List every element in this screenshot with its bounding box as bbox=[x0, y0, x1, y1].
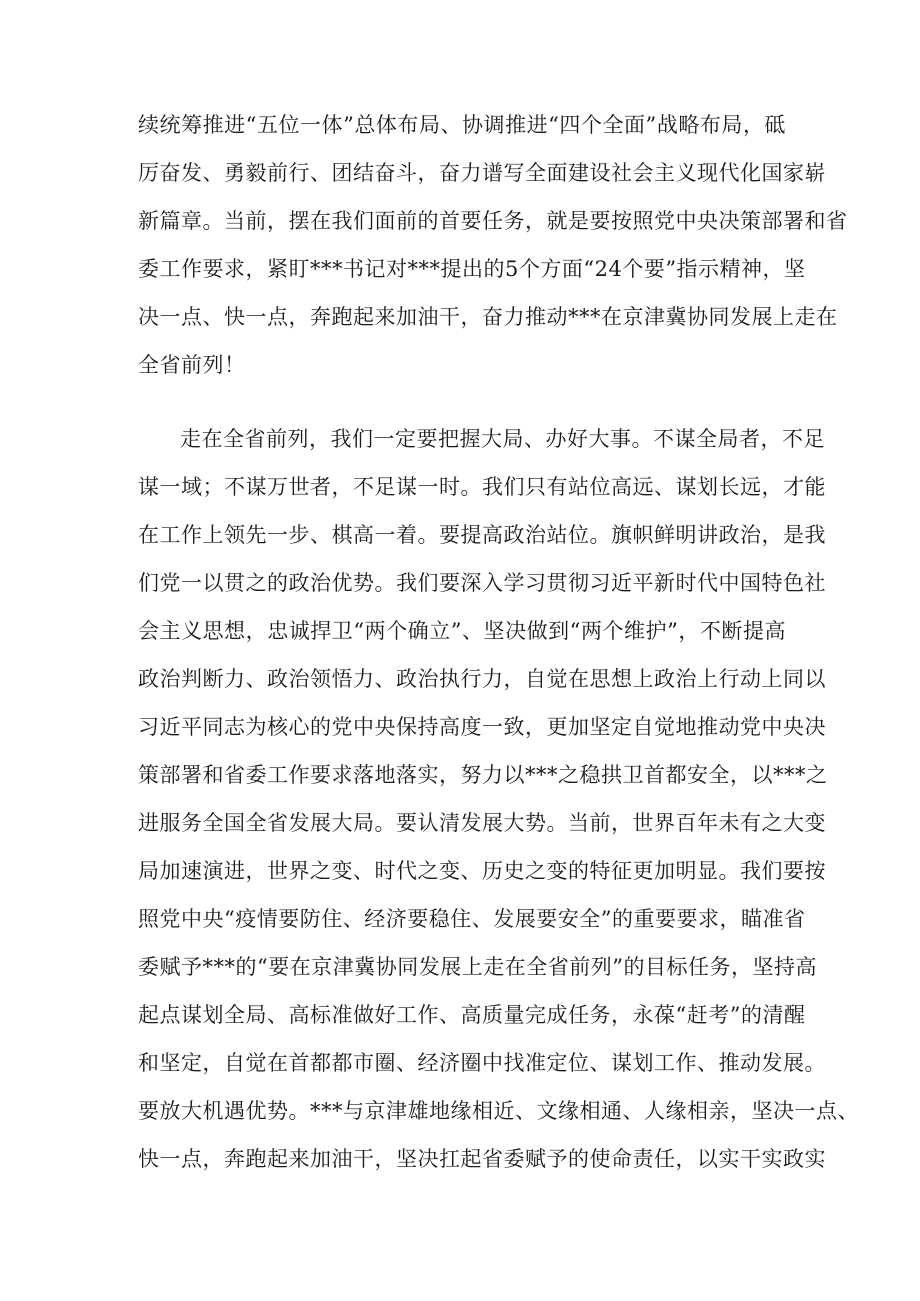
paragraph-line: 委工作要求，紧盯***书记对***提出的5个方面“24个要”指示精神，坚 bbox=[138, 257, 806, 281]
paragraph-line: 会主义思想，忠诚捍卫“两个确立”、坚决做到“两个维护”，不断提高 bbox=[138, 619, 786, 643]
paragraph-line: 快一点，奔跑起来加油干，坚决扛起省委赋予的使命责任，以实干实政实 bbox=[138, 1147, 826, 1171]
paragraph-line: 在工作上领先一步、棋高一着。要提高政治站位。旗帜鲜明讲政治，是我 bbox=[138, 523, 826, 547]
paragraph-line: 全省前列！ bbox=[138, 353, 246, 377]
paragraph-line: 政治判断力、政治领悟力、政治执行力，自觉在思想上政治上行动上同以 bbox=[138, 667, 826, 691]
paragraph-line: 委赋予***的“要在京津冀协同发展上走在全省前列”的目标任务，坚持高 bbox=[138, 955, 817, 979]
paragraph-line: 厉奋发、勇毅前行、团结奋斗，奋力谱写全面建设社会主义现代化国家崭 bbox=[138, 161, 826, 185]
paragraph-line: 新篇章。当前，摆在我们面前的首要任务，就是要按照党中央决策部署和省 bbox=[138, 209, 848, 233]
paragraph-line: 习近平同志为核心的党中央保持高度一致，更加坚定自觉地推动党中央决 bbox=[138, 715, 826, 739]
paragraph-line: 和坚定，自觉在首都都市圈、经济圈中找准定位、谋划工作、推动发展。 bbox=[138, 1051, 826, 1075]
paragraph-line: 续统筹推进“五位一体”总体布局、协调推进“四个全面”战略布局，砥 bbox=[138, 113, 786, 137]
paragraph-line: 们党一以贯之的政治优势。我们要深入学习贯彻习近平新时代中国特色社 bbox=[138, 571, 826, 595]
paragraph-line: 决一点、快一点，奔跑起来加油干，奋力推动***在京津冀协同发展上走在 bbox=[138, 305, 838, 329]
paragraph-line: 照党中央“疫情要防住、经济要稳住、发展要安全”的重要要求，瞄准省 bbox=[138, 907, 806, 931]
paragraph-line: 进服务全国全省发展大局。要认清发展大势。当前，世界百年未有之大变 bbox=[138, 811, 826, 835]
paragraph-line: 要放大机遇优势。***与京津雄地缘相近、文缘相通、人缘相亲，坚决一点、 bbox=[138, 1099, 859, 1123]
paragraph-line: 谋一域；不谋万世者，不足谋一时。我们只有站位高远、谋划长远，才能 bbox=[138, 475, 826, 499]
paragraph-line: 走在全省前列，我们一定要把握大局、办好大事。不谋全局者，不足 bbox=[180, 427, 825, 451]
paragraph-line: 策部署和省委工作要求落地落实，努力以***之稳拱卫首都安全，以***之 bbox=[138, 763, 828, 787]
paragraph-line: 起点谋划全局、高标准做好工作、高质量完成任务，永葆“赶考”的清醒 bbox=[138, 1003, 806, 1027]
paragraph-line: 局加速演进，世界之变、时代之变、历史之变的特征更加明显。我们要按 bbox=[138, 859, 826, 883]
